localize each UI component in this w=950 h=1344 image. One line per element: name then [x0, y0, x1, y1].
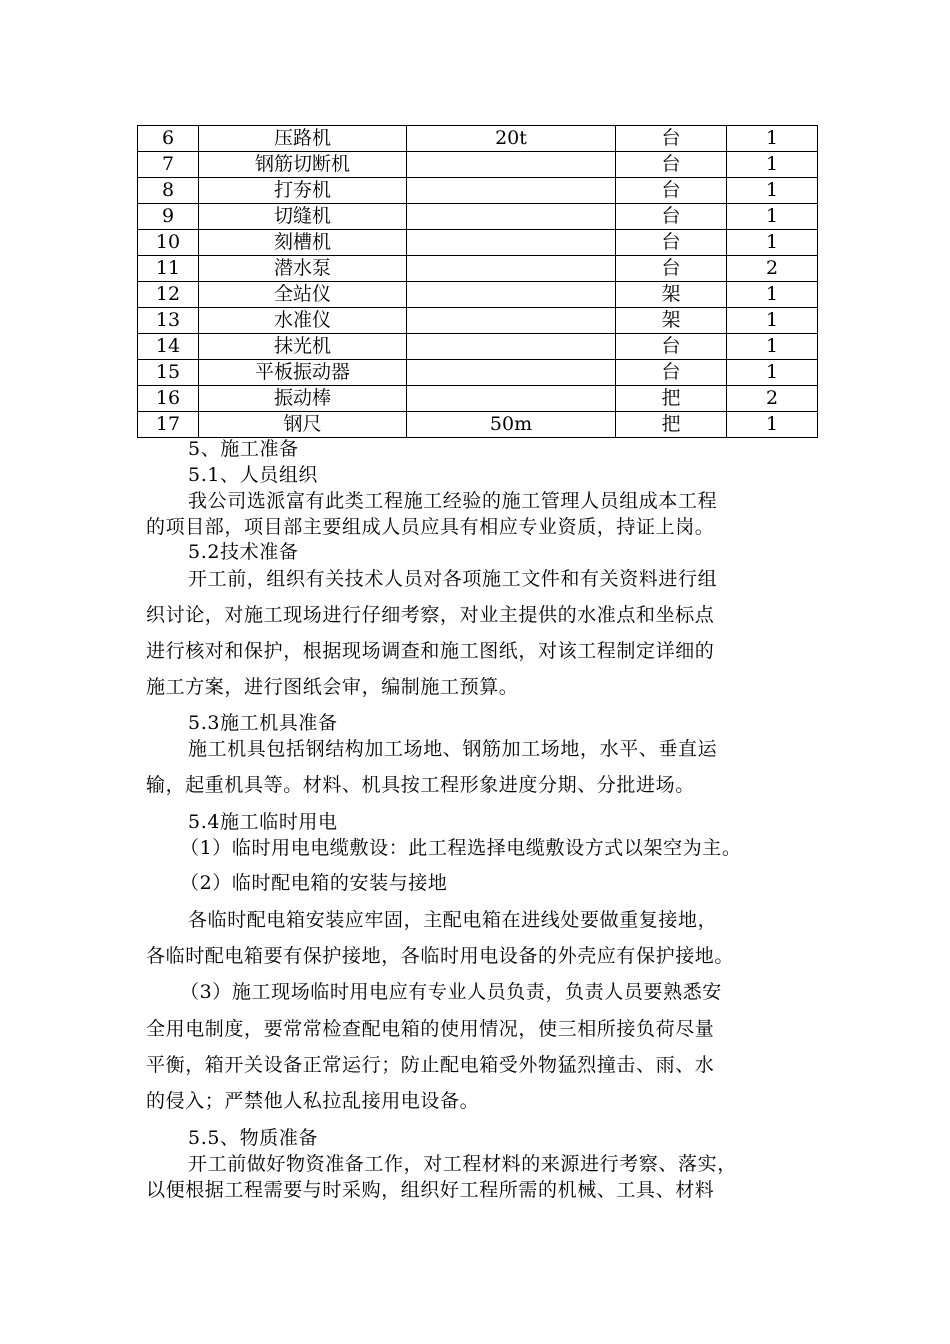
paragraph-line: 施工方案，进行图纸会审，编制施工预算。	[146, 676, 519, 698]
equipment-name: 平板振动器	[199, 360, 407, 386]
section-5-heading: 5、施工准备	[188, 438, 299, 460]
section-5-4-heading: 5.4施工临时用电	[188, 811, 338, 833]
equipment-unit: 台	[616, 256, 727, 282]
equipment-spec	[407, 204, 616, 230]
table-row	[138, 308, 818, 334]
equipment-qty: 1	[727, 412, 818, 438]
row-number: 8	[138, 178, 199, 204]
paragraph-line: （3）施工现场临时用电应有专业人员负责，负责人员要熟悉安	[180, 981, 722, 1003]
table-row	[138, 256, 818, 282]
equipment-name: 振动棒	[199, 386, 407, 412]
row-number: 15	[138, 360, 199, 386]
section-5-2-heading: 5.2技术准备	[188, 541, 299, 563]
equipment-name: 水准仪	[199, 308, 407, 334]
equipment-spec	[407, 256, 616, 282]
table-row	[138, 126, 818, 152]
paragraph-line: 我公司选派富有此类工程施工经验的施工管理人员组成本工程	[188, 490, 718, 512]
equipment-qty: 2	[727, 256, 818, 282]
paragraph-line: 各临时配电箱安装应牢固，主配电箱在进线处要做重复接地，	[188, 909, 718, 931]
equipment-qty: 1	[727, 360, 818, 386]
equipment-unit: 把	[616, 412, 727, 438]
equipment-spec	[407, 282, 616, 308]
equipment-spec	[407, 230, 616, 256]
section-5-5-heading: 5.5、物质准备	[188, 1127, 319, 1149]
equipment-qty: 1	[727, 230, 818, 256]
equipment-table	[137, 125, 818, 438]
equipment-qty: 1	[727, 126, 818, 152]
equipment-unit: 架	[616, 308, 727, 334]
equipment-name: 钢尺	[199, 412, 407, 438]
equipment-spec	[407, 308, 616, 334]
equipment-spec	[407, 360, 616, 386]
equipment-spec	[407, 334, 616, 360]
equipment-name: 钢筋切断机	[199, 152, 407, 178]
row-number: 16	[138, 386, 199, 412]
table-row	[138, 360, 818, 386]
equipment-spec	[407, 178, 616, 204]
equipment-spec: 20t	[407, 126, 616, 152]
equipment-qty: 1	[727, 334, 818, 360]
equipment-qty: 1	[727, 178, 818, 204]
row-number: 14	[138, 334, 199, 360]
row-number: 11	[138, 256, 199, 282]
section-5-3-heading: 5.3施工机具准备	[188, 712, 338, 734]
equipment-qty: 1	[727, 282, 818, 308]
table-row	[138, 230, 818, 256]
table-row	[138, 178, 818, 204]
equipment-spec	[407, 152, 616, 178]
equipment-name: 打夯机	[199, 178, 407, 204]
equipment-unit: 台	[616, 204, 727, 230]
equipment-spec: 50m	[407, 412, 616, 438]
equipment-unit: 台	[616, 230, 727, 256]
equipment-unit: 台	[616, 360, 727, 386]
equipment-unit: 台	[616, 126, 727, 152]
equipment-table-body	[138, 126, 818, 438]
row-number: 10	[138, 230, 199, 256]
row-number: 9	[138, 204, 199, 230]
equipment-unit: 台	[616, 178, 727, 204]
paragraph-line: 以便根据工程需要与时采购，组织好工程所需的机械、工具、材料	[146, 1179, 715, 1201]
table-row	[138, 334, 818, 360]
paragraph-line: 开工前做好物资准备工作，对工程材料的来源进行考察、落实，	[188, 1153, 737, 1175]
equipment-qty: 1	[727, 204, 818, 230]
row-number: 17	[138, 412, 199, 438]
equipment-name: 抹光机	[199, 334, 407, 360]
paragraph-line: 平衡，箱开关设备正常运行；防止配电箱受外物猛烈撞击、雨、水	[146, 1054, 715, 1076]
equipment-name: 全站仪	[199, 282, 407, 308]
equipment-spec	[407, 386, 616, 412]
row-number: 12	[138, 282, 199, 308]
paragraph-line: （2）临时配电箱的安装与接地	[180, 872, 448, 894]
paragraph-line: 输，起重机具等。材料、机具按工程形象进度分期、分批进场。	[146, 774, 695, 796]
equipment-name: 潜水泵	[199, 256, 407, 282]
equipment-qty: 1	[727, 308, 818, 334]
paragraph-line: 的项目部，项目部主要组成人员应具有相应专业资质，持证上岗。	[146, 516, 715, 538]
equipment-unit: 台	[616, 334, 727, 360]
equipment-unit: 架	[616, 282, 727, 308]
paragraph-line: 全用电制度，要常常检查配电箱的使用情况，使三相所接负荷尽量	[146, 1018, 715, 1040]
equipment-unit: 台	[616, 152, 727, 178]
equipment-qty: 2	[727, 386, 818, 412]
paragraph-line: 织讨论，对施工现场进行仔细考察，对业主提供的水准点和坐标点	[146, 604, 715, 626]
row-number: 7	[138, 152, 199, 178]
paragraph-line: （1）临时用电电缆敷设：此工程选择电缆敷设方式以架空为主。	[180, 837, 742, 859]
table-row	[138, 386, 818, 412]
paragraph-line: 各临时配电箱要有保护接地，各临时用电设备的外壳应有保护接地。	[146, 945, 735, 967]
row-number: 6	[138, 126, 199, 152]
paragraph-line: 的侵入；严禁他人私拉乱接用电设备。	[146, 1090, 480, 1112]
table-row	[138, 152, 818, 178]
equipment-name: 刻槽机	[199, 230, 407, 256]
section-5-1-heading: 5.1、人员组织	[188, 464, 319, 486]
equipment-name: 切缝机	[199, 204, 407, 230]
paragraph-line: 施工机具包括钢结构加工场地、钢筋加工场地，水平、垂直运	[188, 738, 718, 760]
row-number: 13	[138, 308, 199, 334]
table-row	[138, 204, 818, 230]
equipment-name: 压路机	[199, 126, 407, 152]
equipment-qty: 1	[727, 152, 818, 178]
paragraph-line: 开工前，组织有关技术人员对各项施工文件和有关资料进行组	[188, 568, 718, 590]
table-row	[138, 282, 818, 308]
paragraph-line: 进行核对和保护，根据现场调查和施工图纸，对该工程制定详细的	[146, 640, 715, 662]
equipment-unit: 把	[616, 386, 727, 412]
